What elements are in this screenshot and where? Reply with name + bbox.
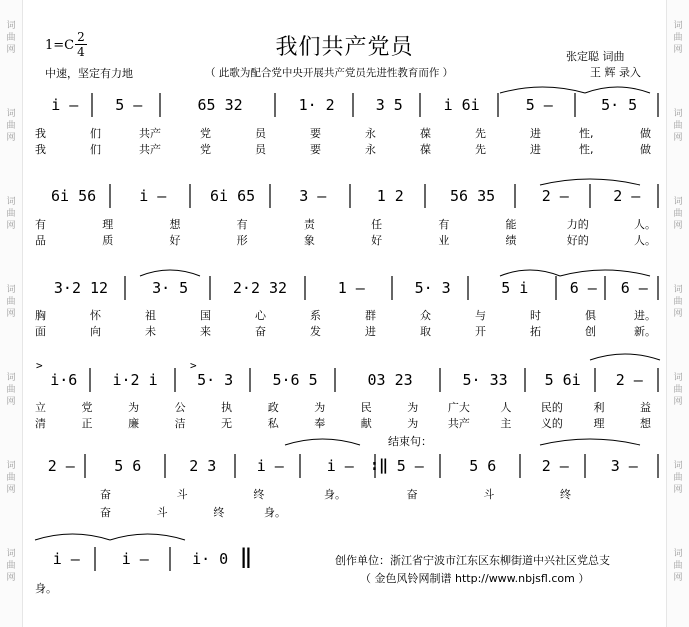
measure-notes: 2·2 32 [232, 279, 288, 297]
lyric-word: 我 [35, 143, 46, 156]
lyric-word: 斗 [156, 506, 168, 519]
measure-notes: i· 0 [192, 550, 229, 568]
time-denominator: 4 [75, 44, 87, 59]
lyric-word: 理 [593, 417, 605, 430]
slur [285, 439, 360, 445]
lyric-word: 系 [310, 309, 321, 322]
song-subtitle: （ 此歌为配合党中央开展共产党员先进性教育而作 ） [205, 67, 454, 79]
measure-notes: 5· 3 [197, 371, 234, 389]
lyric-word: 未 [145, 325, 156, 338]
lyric-word: 向 [90, 325, 101, 338]
lyric-word: 身。 [264, 506, 286, 519]
lyric-word: 进 [365, 325, 376, 338]
lyric-word: 人。 [634, 234, 656, 247]
lyric-word: 们 [90, 143, 101, 156]
lyric-word: 祖 [145, 309, 156, 322]
measure-notes: 2 – [541, 187, 569, 205]
lyric-word: 共产 [139, 143, 161, 156]
watermark-mark: 词 曲 网 [6, 461, 16, 495]
final-barline: ‖ [240, 544, 253, 568]
lyric-word: 正 [81, 417, 93, 430]
lyric-word: 先 [475, 127, 486, 140]
lyric-word: 性, [579, 143, 594, 156]
lyric-word: 群 [365, 309, 376, 322]
lyric-word: 为 [407, 417, 419, 430]
lyric-word: 身。 [324, 488, 346, 501]
measure-notes: 5 – [115, 96, 143, 114]
lyric-word: 人 [500, 401, 512, 414]
slur [560, 270, 650, 276]
lyric-word: 性, [579, 127, 594, 140]
lyric-word: 民的 [540, 401, 563, 414]
lyric-word: 责 [303, 218, 315, 231]
lyric-word: 终 [253, 488, 265, 501]
watermark-mark: 词 曲 网 [6, 197, 16, 231]
measure-notes: 03 23 [367, 371, 413, 389]
lyric-word: 国 [200, 309, 211, 322]
lyric-word: 为 [128, 401, 140, 414]
measure-notes: 5· 33 [462, 371, 508, 389]
lyric-word: 好 [371, 234, 383, 247]
lyricist-credit: 张定聪 词曲 [566, 50, 625, 63]
transcriber-credit: 王 辉 录入 [590, 66, 641, 79]
measure-notes: i – [51, 96, 79, 114]
measure-notes: i·6 [50, 371, 78, 389]
lyric-word: 众 [420, 309, 431, 322]
lyric-word: 新。 [634, 325, 656, 338]
time-numerator: 2 [77, 30, 85, 44]
lyric-word: 员 [255, 127, 266, 140]
lyric-word: 人。 [634, 218, 656, 231]
lyric-word: 形 [236, 234, 248, 247]
lyric-word: 心 [255, 309, 266, 322]
lyric-word: 品 [35, 234, 46, 247]
measure-notes: 2 – [615, 371, 643, 389]
lyric-word: 廉 [128, 417, 140, 430]
lyric-word: 党 [81, 401, 93, 414]
watermark-mark: 词 曲 网 [6, 285, 16, 319]
lyric-word: 政 [267, 401, 279, 414]
lyric-word: 奉 [314, 417, 326, 430]
lyric-word: 广大 [447, 401, 470, 414]
watermark-mark: 词 曲 网 [673, 549, 683, 583]
measure-notes: 3· 5 [152, 279, 189, 297]
lyric-word: 任 [371, 218, 383, 231]
lyric-word: 主 [500, 417, 512, 430]
lyric-word: 胸 [35, 309, 46, 322]
slur [500, 87, 585, 93]
lyric-word: 葆 [420, 127, 431, 140]
lyric-word: 力的 [566, 218, 589, 231]
lyric-word: 私 [267, 417, 279, 430]
lyric-word: 业 [438, 234, 450, 247]
measure-notes: i – [256, 457, 284, 475]
lyric-word: 象 [303, 234, 315, 247]
lyric-word: 我 [35, 127, 46, 140]
watermark-mark: 词 曲 网 [6, 21, 16, 55]
watermark-mark: 词 曲 网 [673, 373, 683, 407]
lyric-word: 来 [200, 325, 211, 338]
lyric-word: 想 [640, 417, 651, 430]
lyric-word: 党 [200, 143, 211, 156]
lyric-word: 怀 [90, 309, 101, 322]
watermark-mark: 词 曲 网 [673, 197, 683, 231]
lyric-word: 清 [35, 417, 46, 430]
measure-notes: i – [139, 187, 167, 205]
measure-notes: 5 6 [469, 457, 497, 475]
slur [500, 270, 560, 276]
measure-notes: 5 – [396, 457, 424, 475]
lyric-word: 葆 [420, 143, 431, 156]
lyric-word: 终 [213, 506, 225, 519]
measure-notes: 5· 3 [414, 279, 451, 297]
lyric-word: 有 [438, 218, 450, 231]
measure-notes: 2 – [541, 457, 569, 475]
measure-notes: i – [52, 550, 80, 568]
watermark-mark: 词 曲 网 [6, 109, 16, 143]
lyric-word: 好 [169, 234, 181, 247]
slur [540, 439, 640, 445]
measure-notes: 6i 56 [51, 187, 97, 205]
slur [590, 354, 660, 360]
measure-notes: 3 – [299, 187, 327, 205]
accent-mark: > [190, 359, 197, 372]
lyric-word: 们 [90, 127, 101, 140]
measure-notes: 1· 2 [298, 96, 335, 114]
source-site: （ 金色风铃网制谱 http://www.nbjsfl.com ） [360, 572, 590, 585]
lyric-word: 为 [314, 401, 326, 414]
lyric-word: 要 [310, 143, 321, 156]
lyric-word: 与 [475, 309, 486, 322]
lyric-word: 奋 [100, 506, 111, 519]
lyric-word: 益 [640, 401, 651, 414]
measure-notes: 56 35 [450, 187, 496, 205]
lyric-word: 义的 [540, 417, 563, 430]
measure-notes: 6 – [620, 279, 648, 297]
lyric-word: 进。 [634, 309, 656, 322]
lyric-word: 为 [407, 401, 419, 414]
slur [35, 534, 110, 540]
lyric-word: 面 [35, 325, 46, 338]
lyric-word: 献 [360, 417, 372, 430]
lyric-word: 洁 [174, 417, 186, 430]
measure-notes: 6i 65 [210, 187, 256, 205]
measure-notes: 5 i [501, 279, 529, 297]
measure-notes: 5 6 [114, 457, 142, 475]
watermark-mark: 词 曲 网 [6, 373, 16, 407]
lyric-word: 质 [102, 234, 114, 247]
lyric-word: 奋 [100, 488, 111, 501]
lyric-word: 理 [102, 218, 114, 231]
measure-notes: 1 – [337, 279, 365, 297]
watermark-mark: 词 曲 网 [673, 109, 683, 143]
lyric-word: 有 [35, 218, 46, 231]
lyric-word: 创 [585, 325, 596, 338]
lyric-word: 奋 [406, 488, 418, 501]
measure-notes: 3·2 12 [53, 279, 109, 297]
lyric-word: 民 [360, 401, 372, 414]
lyric-word: 立 [35, 401, 46, 414]
tempo-marking: 中速，坚定有力地 [45, 67, 133, 80]
watermark-mark: 词 曲 网 [6, 549, 16, 583]
measure-notes: 3 5 [375, 96, 403, 114]
lyric-word: 想 [169, 218, 181, 231]
measure-notes: 5· 5 [601, 96, 638, 114]
lyric-word: 进 [530, 143, 541, 156]
lyric-word: 身。 [35, 582, 57, 595]
lyric-word: 开 [475, 325, 486, 338]
song-title: 我们共产党员 [275, 35, 414, 60]
measure-notes: i 6i [443, 96, 480, 114]
repeat-sign: :‖ [370, 456, 389, 474]
lyric-word: 共产 [139, 127, 161, 140]
lyric-word: 做 [640, 143, 651, 156]
lyric-word: 奋 [255, 325, 266, 338]
measure-notes: i – [326, 457, 354, 475]
measure-notes: 2 – [613, 187, 641, 205]
measure-notes: i·2 i [112, 371, 158, 389]
slur [110, 534, 185, 540]
lyric-word: 进 [530, 127, 541, 140]
lyric-word: 做 [640, 127, 651, 140]
measure-notes: 1 2 [376, 187, 404, 205]
lyric-word: 党 [200, 127, 211, 140]
lyric-word: 永 [365, 143, 376, 156]
measure-notes: 5 6i [544, 371, 581, 389]
lyric-word: 公 [174, 401, 186, 414]
watermark-mark: 词 曲 网 [673, 21, 683, 55]
measure-notes: 2 3 [189, 457, 217, 475]
measure-notes: 5·6 5 [272, 371, 318, 389]
lyric-word: 好的 [566, 234, 589, 247]
key-signature: 1=C [45, 38, 75, 53]
lyric-word: 永 [365, 127, 376, 140]
watermark-mark: 词 曲 网 [673, 461, 683, 495]
lyric-word: 终 [560, 488, 571, 501]
accent-mark: > [36, 359, 43, 372]
slur [140, 270, 200, 276]
lyric-word: 利 [593, 401, 605, 414]
lyric-word: 发 [310, 325, 321, 338]
measure-notes: 2 – [47, 457, 75, 475]
lyric-word: 要 [310, 127, 321, 140]
slur [585, 87, 650, 93]
lyric-word: 能 [505, 218, 517, 231]
lyric-word: 拓 [530, 325, 541, 338]
measure-notes: 3 – [610, 457, 638, 475]
slur [540, 179, 640, 185]
lyric-word: 斗 [176, 488, 188, 501]
lyric-word: 取 [420, 325, 431, 338]
watermark-mark: 词 曲 网 [673, 285, 683, 319]
measure-notes: 5 – [525, 96, 553, 114]
lyric-word: 俱 [585, 309, 596, 322]
ending-label: 结束句： [388, 435, 432, 448]
measure-notes: i – [121, 550, 149, 568]
measure-notes: 65 32 [197, 96, 243, 114]
measure-notes: 6 – [569, 279, 597, 297]
lyric-word: 员 [255, 143, 266, 156]
lyric-word: 无 [221, 417, 233, 430]
lyric-word: 有 [236, 218, 248, 231]
lyric-word: 时 [530, 309, 541, 322]
lyric-word: 共产 [447, 417, 470, 430]
lyric-word: 执 [221, 401, 233, 414]
lyric-word: 绩 [505, 234, 517, 247]
lyric-word: 先 [475, 143, 486, 156]
time-signature [75, 30, 87, 59]
lyric-word: 斗 [483, 488, 495, 501]
creator-unit: 创作单位：浙江省宁波市江东区东柳街道中兴社区党总支 [335, 554, 610, 567]
